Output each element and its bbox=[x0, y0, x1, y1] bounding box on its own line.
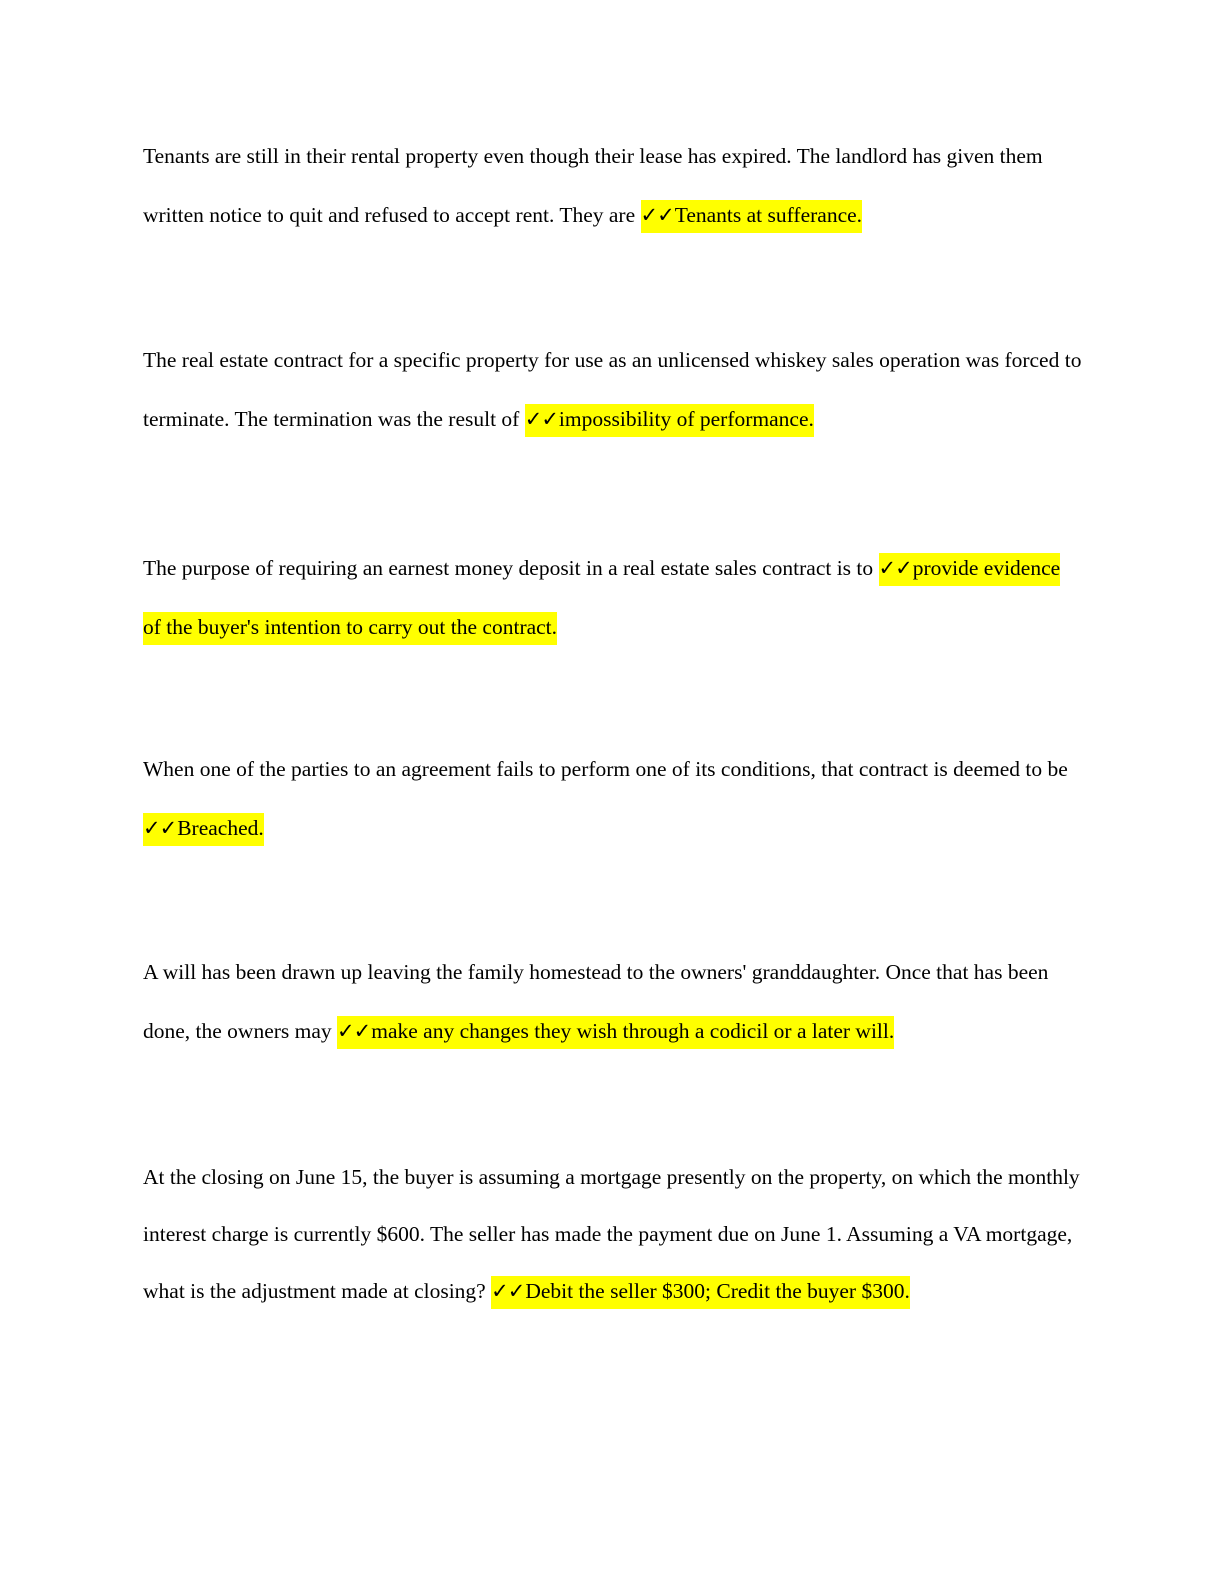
check-mark-icon: ✓✓ bbox=[524, 407, 558, 431]
answer-text: Tenants at sufferance. bbox=[674, 203, 863, 227]
check-mark-icon: ✓✓ bbox=[640, 203, 674, 227]
question-text: At the closing on June 15, the buyer is assuming a mortgage presently on the property, on which the monthly interest charge is currently $600. The seller has made the payment due on June 1. Assuming a VA mortgage, what is the adjustment made at closing? bbox=[143, 1165, 1080, 1303]
question-text: The real estate contract for a specific property for use as an unlicensed whiskey sales operation was forced to terminate. The termination was the result of bbox=[143, 348, 1082, 431]
answer-highlight bbox=[143, 813, 264, 846]
check-mark-icon: ✓✓ bbox=[491, 1279, 525, 1303]
check-mark-icon: ✓✓ bbox=[337, 1019, 371, 1043]
question-text: When one of the parties to an agreement fails to perform one of its conditions, that contract is deemed to be bbox=[143, 757, 1068, 781]
answer-highlight bbox=[641, 200, 863, 233]
answer-highlight bbox=[491, 1276, 910, 1309]
answer-text: make any changes they wish through a codicil or a later will. bbox=[371, 1019, 895, 1043]
answer-text: impossibility of performance. bbox=[558, 407, 814, 431]
check-mark-icon: ✓✓ bbox=[143, 816, 177, 840]
answer-text: Breached. bbox=[177, 816, 264, 840]
answer-text: provide evidence of the buyer's intention to carry out the contract. bbox=[143, 556, 1061, 639]
qa-item bbox=[143, 127, 1083, 245]
question-text: A will has been drawn up leaving the family homestead to the owners' granddaughter. Once that has been done, the owners may bbox=[143, 960, 1049, 1043]
answer-highlight bbox=[525, 404, 814, 437]
question-text: Tenants are still in their rental property even though their lease has expired. The landlord has given them written notice to quit and refused to accept rent. They are bbox=[143, 144, 1043, 227]
qa-item bbox=[143, 331, 1083, 449]
qa-item bbox=[143, 740, 1083, 858]
answer-highlight bbox=[337, 1016, 894, 1049]
qa-item bbox=[143, 1149, 1083, 1320]
qa-item bbox=[143, 943, 1083, 1061]
qa-item bbox=[143, 539, 1083, 657]
check-mark-icon: ✓✓ bbox=[878, 556, 912, 580]
answer-text: Debit the seller $300; Credit the buyer $300. bbox=[525, 1279, 910, 1303]
question-text: The purpose of requiring an earnest money deposit in a real estate sales contract is to bbox=[143, 556, 879, 580]
